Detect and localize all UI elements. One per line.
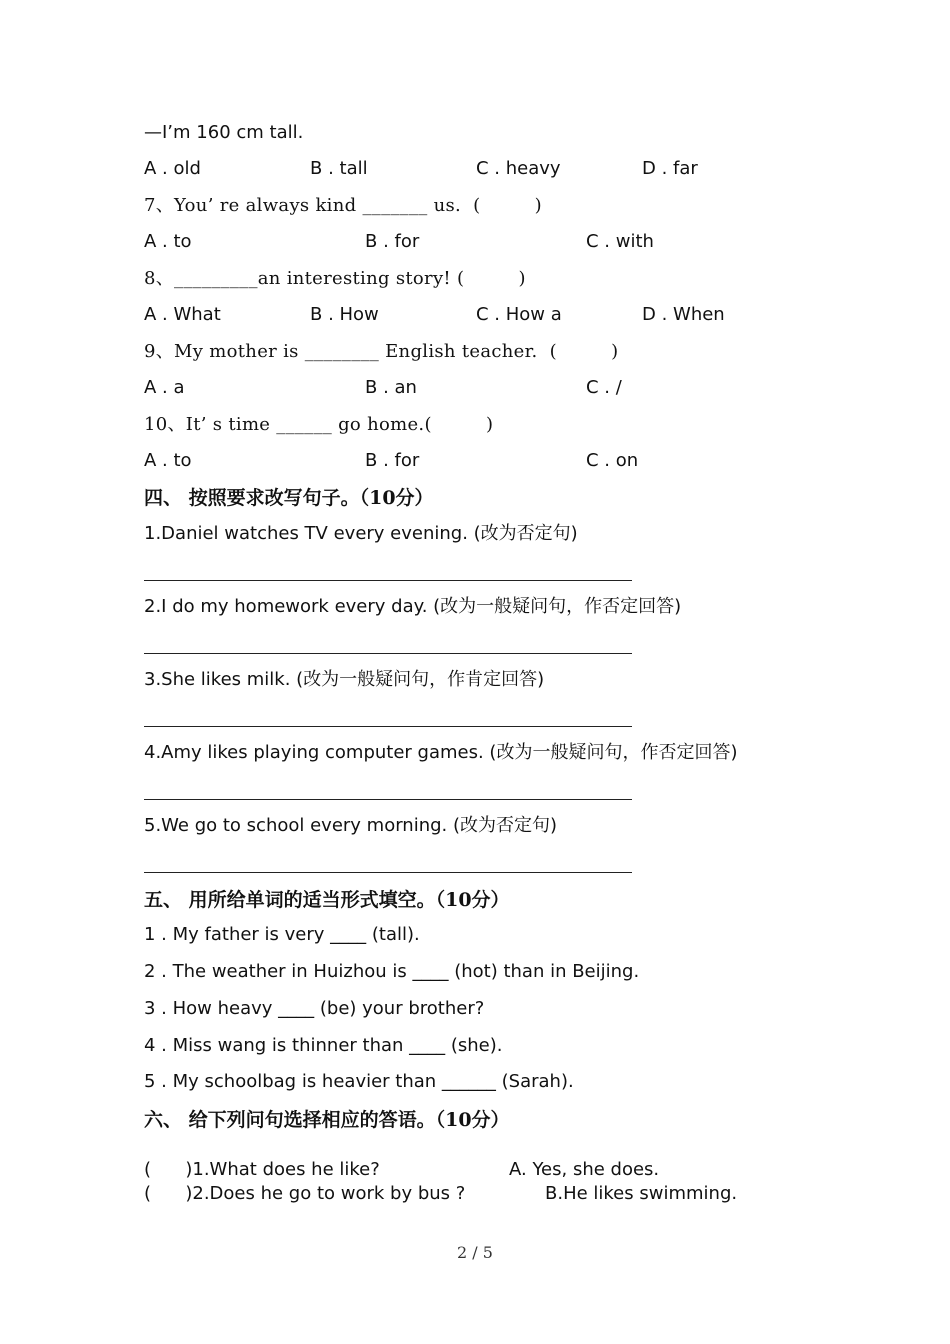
section-5-item-2: 2 . The weather in Huizhou is ____ (hot) than in Beijing. xyxy=(144,961,640,982)
section-5-item-4: 4 . Miss wang is thinner than ____ (she). xyxy=(144,1035,503,1056)
q8-option-a: A . What xyxy=(144,304,221,325)
q6-option-a: A . old xyxy=(144,158,201,179)
section-4-item-1: 1.Daniel watches TV every evening. (改为否定句) xyxy=(144,523,578,544)
q7-option-c: C . with xyxy=(586,231,654,252)
page-number: 2 / 5 xyxy=(457,1243,493,1262)
question-8: 8、_________an interesting story! ( ) xyxy=(144,268,526,289)
section-6-question-1: ( )1.What does he like? xyxy=(144,1159,380,1180)
section-5-item-3: 3 . How heavy ____ (be) your brother? xyxy=(144,998,485,1019)
answer-line-3[interactable] xyxy=(144,726,632,727)
question-7: 7、You’ re always kind _______ us. ( ) xyxy=(144,195,542,216)
section-6-answer-b: B.He likes swimming. xyxy=(545,1183,738,1204)
q10-option-c: C . on xyxy=(586,450,639,471)
q6-option-c: C . heavy xyxy=(476,158,561,179)
section-4-item-3: 3.She likes milk. (改为一般疑问句，作肯定回答) xyxy=(144,669,545,690)
q7-option-a: A . to xyxy=(144,231,192,252)
section-4-item-4: 4.Amy likes playing computer games. (改为一般疑问句，作否定回答) xyxy=(144,742,738,763)
q10-option-a: A . to xyxy=(144,450,192,471)
q10-option-b: B . for xyxy=(365,450,420,471)
section-6-title: 六、 给下列问句选择相应的答语。（10分） xyxy=(144,1109,510,1131)
section-5-title: 五、 用所给单词的适当形式填空。（10分） xyxy=(144,889,510,911)
question-9: 9、My mother is ________ English teacher. ( ) xyxy=(144,341,619,362)
section-5-item-5: 5 . My schoolbag is heavier than ______ (Sarah). xyxy=(144,1071,574,1092)
q9-option-b: B . an xyxy=(365,377,417,398)
q8-option-b: B . How xyxy=(310,304,379,325)
q6-option-b: B . tall xyxy=(310,158,368,179)
section-4-item-5: 5.We go to school every morning. (改为否定句) xyxy=(144,815,558,836)
section-5-item-1: 1 . My father is very ____ (tall). xyxy=(144,924,420,945)
question-6-answer-line: —I’m 160 cm tall. xyxy=(144,122,304,143)
section-4-title: 四、 按照要求改写句子。（10分） xyxy=(144,487,434,509)
q8-option-d: D . When xyxy=(642,304,725,325)
q8-option-c: C . How a xyxy=(476,304,562,325)
answer-line-4[interactable] xyxy=(144,799,632,800)
section-4-item-2: 2.I do my homework every day. (改为一般疑问句，作否定回答) xyxy=(144,596,682,617)
q9-option-a: A . a xyxy=(144,377,185,398)
question-10: 10、It’ s time ______ go home.( ) xyxy=(144,414,494,435)
answer-line-1[interactable] xyxy=(144,580,632,581)
section-6-answer-a: A. Yes, she does. xyxy=(509,1159,660,1180)
q6-option-d: D . far xyxy=(642,158,698,179)
q7-option-b: B . for xyxy=(365,231,420,252)
answer-line-5[interactable] xyxy=(144,872,632,873)
answer-line-2[interactable] xyxy=(144,653,632,654)
section-6-question-2: ( )2.Does he go to work by bus ? xyxy=(144,1183,466,1204)
q9-option-c: C . / xyxy=(586,377,622,398)
